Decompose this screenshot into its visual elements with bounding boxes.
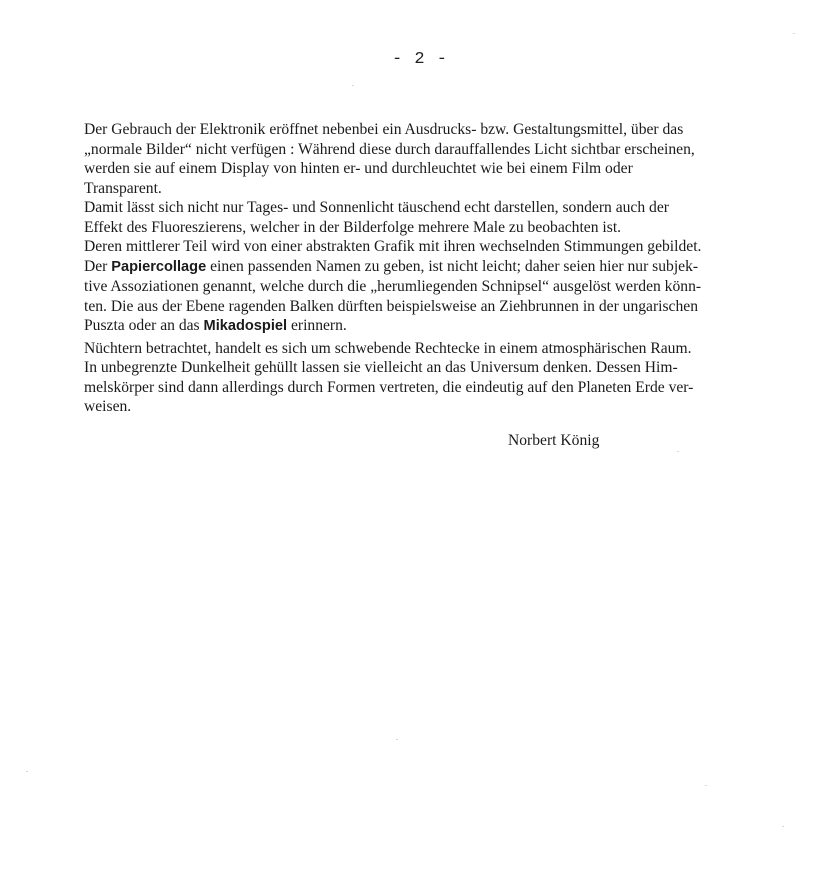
text-run: melskörper sind dann allerdings durch Formen vertreten, die eindeutig auf den Planeten Erde ver-: [84, 378, 694, 396]
text-line: [84, 339, 764, 359]
scan-speck: [26, 771, 28, 772]
text-run: erinnern.: [287, 317, 347, 334]
text-line: [84, 297, 764, 317]
text-run: Transparent.: [84, 179, 162, 197]
scan-speck: [352, 85, 354, 86]
text-run: In unbegrenzte Dunkelheit gehüllt lassen sie vielleicht an das Universum denken. Dessen Him-: [84, 359, 678, 376]
text-line: [84, 159, 764, 179]
text-run: tive Assoziationen genannt, welche durch die „herumliegenden Schnipsel“ ausgelöst werden könn-: [84, 278, 702, 295]
text-run: Effekt des Fluoreszierens, welcher in der Bilderfolge mehrere Male zu beobachten ist.: [84, 218, 622, 236]
text-line: [84, 120, 764, 140]
scan-speck: [396, 739, 398, 740]
text-run: Deren mittlerer Teil wird von einer abstrakten Grafik mit ihren wechselnden Stimmungen gebildet.: [84, 238, 702, 255]
text-line: [84, 277, 764, 297]
text-line: [84, 397, 764, 417]
text-line: [84, 358, 764, 378]
text-line: [84, 198, 764, 218]
text-line: [84, 316, 764, 337]
text-run: Der Gebrauch der Elektronik eröffnet nebenbei ein Ausdrucks- bzw. Gestaltungsmittel, über das: [84, 121, 684, 138]
scan-speck: [705, 785, 707, 786]
scan-speck: [793, 33, 795, 34]
body-text: [84, 120, 764, 417]
text-line: [84, 257, 764, 278]
text-line: [84, 140, 764, 160]
text-run: Nüchtern betrachtet, handelt es sich um schwebende Rechtecke in einem atmosphärischen Raum.: [84, 339, 692, 357]
text-line: [84, 179, 764, 199]
text-run: ten. Die aus der Ebene ragenden Balken dürften beispielsweise an Ziehbrunnen in der ungarischen: [84, 297, 698, 315]
text-run: einen passenden Namen zu geben, ist nicht leicht; daher seien hier nur subjek-: [206, 257, 699, 275]
bold-term-mikadospiel: Mikadospiel: [203, 318, 288, 334]
scan-speck: [782, 826, 784, 827]
bold-term-papiercollage: Papiercollage: [111, 258, 207, 275]
text-run: weisen.: [84, 398, 132, 415]
scan-speck: [677, 451, 679, 452]
text-run: Damit lässt sich nicht nur Tages- und Sonnenlicht täuschend echt darstellen, sondern auch der: [84, 199, 669, 216]
text-run: Puszta oder an das: [84, 317, 204, 334]
text-run: „normale Bilder“ nicht verfügen : Während diese durch darauffallendes Licht sichtbar erscheinen,: [84, 140, 695, 158]
text-line: [84, 378, 764, 398]
signature: Norbert König: [508, 432, 600, 449]
page-number: - 2 -: [391, 50, 448, 69]
text-run: werden sie auf einem Display von hinten er- und durchleuchtet wie bei einem Film oder: [84, 160, 633, 177]
text-run: Der: [84, 257, 112, 275]
text-line: [84, 237, 764, 257]
text-line: [84, 218, 764, 238]
